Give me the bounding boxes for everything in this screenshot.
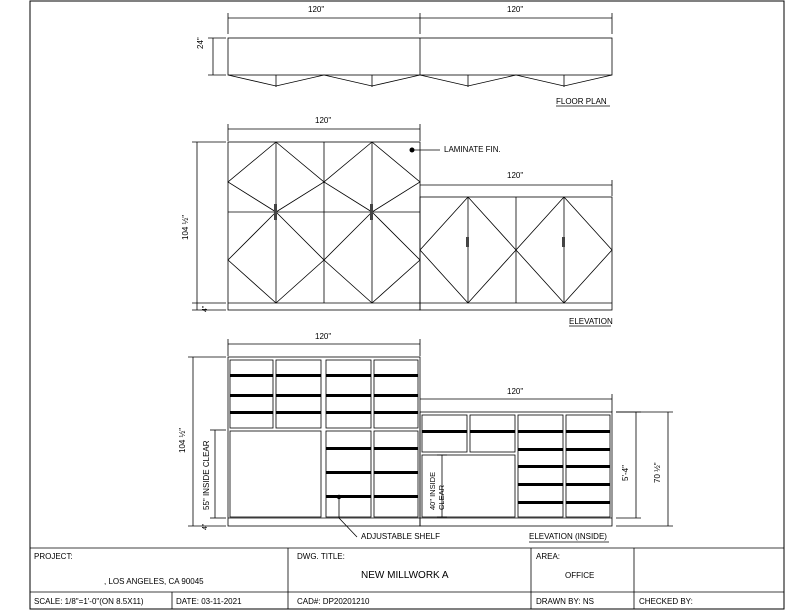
right-height-2: 70 ½" [653, 462, 662, 483]
project-label: PROJECT: [34, 552, 73, 561]
area-value: OFFICE [565, 571, 595, 580]
laminate-note: LAMINATE FIN. [444, 145, 501, 154]
dwg-title-value: NEW MILLWORK A [361, 570, 449, 581]
elevation-toe: 4" [202, 305, 209, 312]
floor-plan-label: FLOOR PLAN [556, 97, 607, 106]
inside-clear-lower-line2: CLEAR [437, 484, 446, 510]
floor-plan-dim-right: 120" [507, 5, 524, 14]
elevation-inside-label: ELEVATION (INSIDE) [529, 532, 607, 541]
inside-clear: 55" INSIDE CLEAR [202, 440, 211, 510]
adjustable-shelf-note: ADJUSTABLE SHELF [361, 532, 440, 541]
elevation-dim-lower: 120" [507, 171, 524, 180]
elevation-height: 104 ½" [181, 214, 190, 240]
elevation-inside [188, 339, 673, 542]
floor-plan [208, 13, 612, 106]
inside-dim-upper: 120" [315, 332, 332, 341]
inside-clear-lower-line1: 40" INSIDE [428, 471, 437, 510]
right-height-1: 5'-4" [621, 465, 630, 481]
inside-height: 104 ½" [178, 427, 187, 453]
dwg-title-label: DWG. TITLE: [297, 552, 345, 561]
area-label: AREA: [536, 552, 561, 561]
cad-number: CAD#: DP20201210 [297, 597, 370, 606]
floor-plan-depth: 24" [196, 37, 205, 49]
project-value: , LOS ANGELES, CA 90045 [104, 577, 204, 586]
elevation-dim-upper: 120" [315, 116, 332, 125]
inside-dim-lower: 120" [507, 387, 524, 396]
floor-plan-dim-left: 120" [308, 5, 325, 14]
date: DATE: 03-11-2021 [176, 597, 242, 606]
inside-clear-lower [428, 472, 446, 510]
drawn-by: DRAWN BY: NS [536, 597, 594, 606]
checked-by: CHECKED BY: [639, 597, 693, 606]
elevation-label: ELEVATION [569, 317, 613, 326]
inside-toe: 4" [202, 523, 209, 530]
scale: SCALE: 1/8"=1'-0"(ON 8.5X11) [34, 597, 144, 606]
elevation [192, 124, 612, 326]
